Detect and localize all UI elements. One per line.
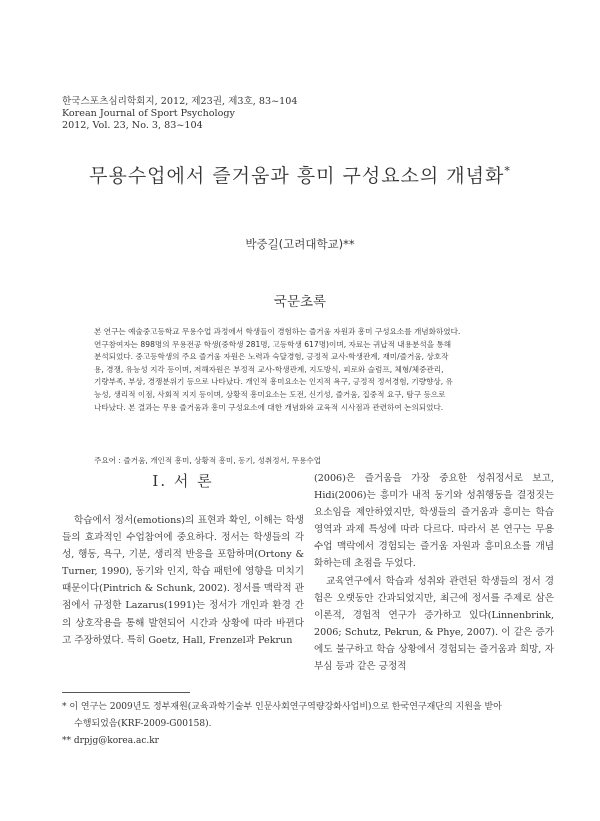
abstract-line: 나타났다. 본 결과는 무용 즐거움과 흥미 구성요소에 대한 개념화와 교육적 시사점과 관련하여 논의되었다. <box>94 402 444 412</box>
abstract-line: 능성, 생리적 이점, 사회적 지지 등이며, 상황적 흥미요소는 도전, 신기성, 즐거움, 집중적 요구, 탐구 등으로 <box>94 389 446 399</box>
footnotes <box>62 699 562 750</box>
abstract-line: 연구참여자는 898명의 무용전공 학생(중학생 281명, 고등학생 617명)이며, 자료는 귀납적 내용분석을 통해 <box>94 339 452 349</box>
paper-title-text: 무용수업에서 즐거움과 흥미 구성요소의 개념화 <box>89 165 505 187</box>
abstract-heading: 국문초록 <box>273 294 327 310</box>
abstract-line: 용, 경쟁, 유능성 지각 등이며, 저해자원은 부정적 교사-학생관계, 지도방식, 피로와 슬럼프, 체형/체중관리, <box>94 364 444 374</box>
body-paragraph: 교육연구에서 학습과 성취와 관련된 학생들의 정서 경험은 오랫동안 간과되었지만, 최근에 정서를 주제로 삼은 이론적, 경험적 연구가 증가하고 있다(Linnenbrink, 2006; Schutz, Pekrun, & Phye, 2007). 이 같은 증가에도 불구하고 학습 상황에서 경험되는 즐거움과 희망, 자부심 등과 같은 긍정적 <box>314 575 554 673</box>
footnote-funding: * 이 연구는 2009년도 정부재원(교육과학기술부 인문사회연구역량강화사업비)으로 한국연구재단의 지원을 받아 <box>62 702 502 712</box>
abstract-line: 분석되었다. 중고등학생의 주요 즐거움 자원은 노력과 숙달경험, 긍정적 교사-학생관계, 재미/즐거움, 상호작 <box>94 352 449 362</box>
keywords-line: 주요어 : 즐거움, 개인적 흥미, 상황적 흥미, 동기, 성취정서, 무용수업 <box>94 456 322 465</box>
footnote-funding-continued: 수행되었음(KRF-2009-G00158). <box>74 719 212 729</box>
abstract-line: 기량부족, 부상, 경쟁분위기 등으로 나타났다. 개인적 흥미요소는 인지적 욕구, 긍정적 정서경험, 기량향상, 유 <box>94 377 453 387</box>
journal-header <box>62 96 297 133</box>
body-paragraph: (2006)은 즐거움을 가장 중요한 성취정서로 보고, Hidi(2006)는 흥미가 내적 동기와 성취행동을 결정짓는 요소임을 제안하였지만, 학생들의 즐거움과 흥미는 학습영역과 과제 특성에 따라 다르다. 따라서 본 연구는 무용수업 맥락에서 경험되는 즐거움 자원과 흥미요소를 개념화하는데 초점을 두었다. <box>314 473 554 570</box>
paper-title <box>0 161 600 188</box>
journal-citation-korean: 한국스포츠심리학회지, 2012, 제23권, 제3호, 83~104 <box>62 96 298 107</box>
footnote-divider <box>62 692 190 693</box>
section-heading-introduction: I. 서 론 <box>152 472 214 490</box>
author-line: 박중길(고려대학교)** <box>245 237 355 251</box>
abstract-line: 본 연구는 예술중고등학교 무용수업 과정에서 학생들이 경험하는 즐거움 자원과 흥미 구성요소를 개념화하였다. <box>94 327 461 336</box>
abstract-body <box>94 326 524 414</box>
right-column <box>314 470 554 675</box>
body-paragraph: 학습에서 정서(emotions)의 표현과 확인, 이해는 학생들의 효과적인 수업참여에 중요하다. 정서는 학생들의 각성, 행동, 욕구, 기분, 생리적 반응을 포함하며(Ortony & Turner, 1990), 동기와 인지, 학습 패턴에 영향을 미치기 때문이다(Pintrich & Schunk, 2002). 정서를 맥락적 관점에서 규정한 Lazarus(1991)는 정서가 개인과 환경 간의 상호작용을 통해 발현되어 시간과 상황에 따라 바뀐다고 주장하였다. 특히 Goetz, Hall, Frenzel과 Pekrun <box>62 515 304 646</box>
title-footnote-mark: * <box>504 164 511 178</box>
footnote-email: ** drpjg@korea.ac.kr <box>62 736 159 746</box>
left-column <box>62 512 304 649</box>
journal-citation-english: 2012, Vol. 23, No. 3, 83~104 <box>62 120 203 132</box>
journal-name-english: Korean Journal of Sport Psychology <box>62 108 235 120</box>
